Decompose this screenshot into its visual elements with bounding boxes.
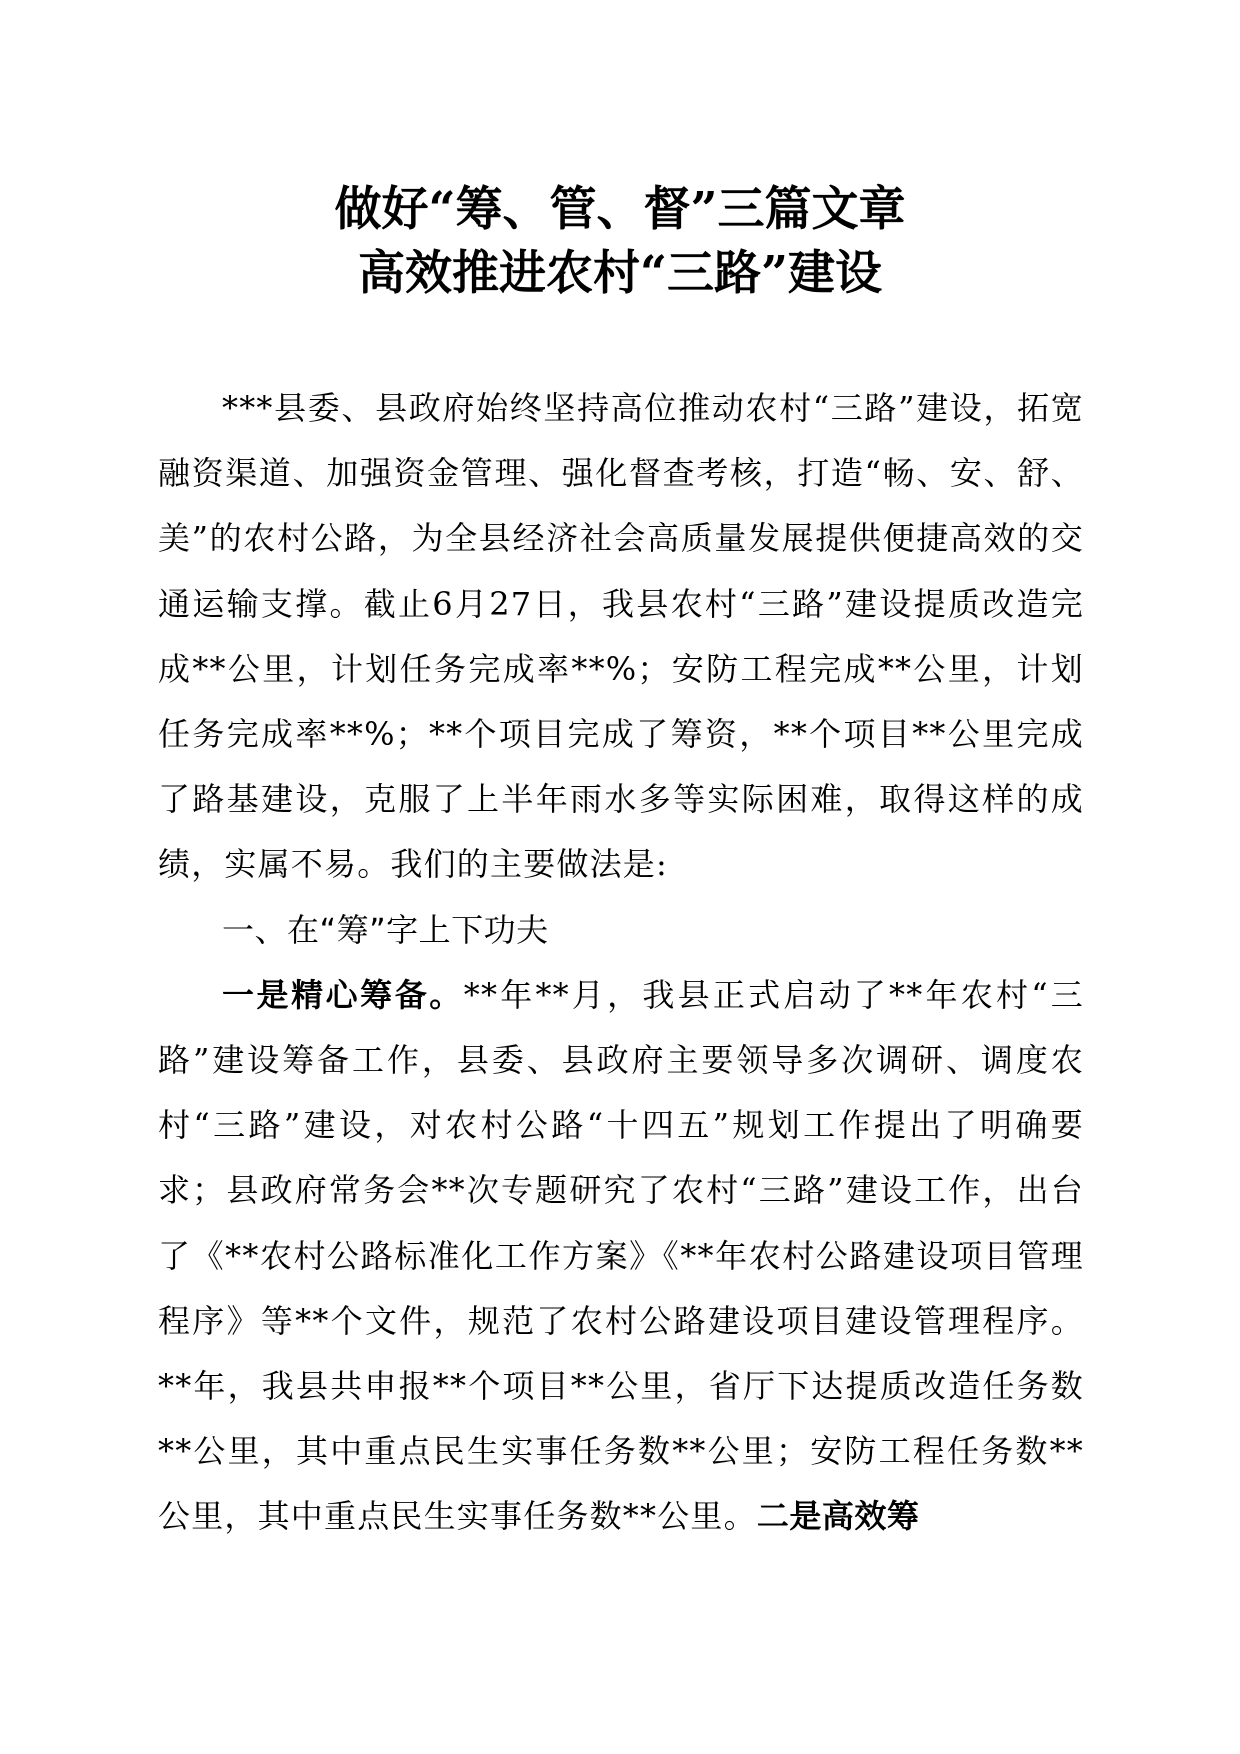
title-line-1: 做好“筹、管、督”三篇文章 xyxy=(334,182,906,237)
title-line-2: 高效推进农村“三路”建设 xyxy=(357,246,883,301)
point1-lead: 一是精心筹备。 xyxy=(222,975,464,1014)
point-paragraph xyxy=(158,963,1084,1550)
document-title xyxy=(160,178,1080,306)
section-heading: 一、在“筹”字上下功夫 xyxy=(222,910,549,949)
intro-paragraph: ***县委、县政府始终坚持高位推动农村“三路”建设，拓宽融资渠道、加强资金管理、强化督查考核，打造“畅、安、舒、美”的农村公路，为全县经济社会高质量发展提供便捷高效的交通运输支撑。截止6月27日，我县农村“三路”建设提质改造完成**公里，计划任务完成率**%；安防工程完成**公里，计划任务完成率**%；**个项目完成了筹资，**个项目**公里完成了路基建设，克服了上半年雨水多等实际困难，取得这样的成绩，实属不易。我们的主要做法是: xyxy=(158,389,1084,884)
document-body xyxy=(158,376,1084,1550)
point2-lead: 二是高效筹 xyxy=(756,1497,920,1536)
point1-text: **年**月，我县正式启动了**年农村“三路”建设筹备工作，县委、县政府主要领导多次调研、调度农村“三路”建设，对农村公路“十四五”规划工作提出了明确要求；县政府常务会**次专题研究了农村“三路”建设工作，出台了《**农村公路标准化工作方案》《**年农村公路建设项目管理程序》等**个文件，规范了农村公路建设项目建设管理程序。**年，我县共申报**个项目**公里，省厅下达提质改造任务数**公里，其中重点民生实事任务数**公里；安防工程任务数**公里，其中重点民生实事任务数**公里。 xyxy=(158,975,1084,1536)
